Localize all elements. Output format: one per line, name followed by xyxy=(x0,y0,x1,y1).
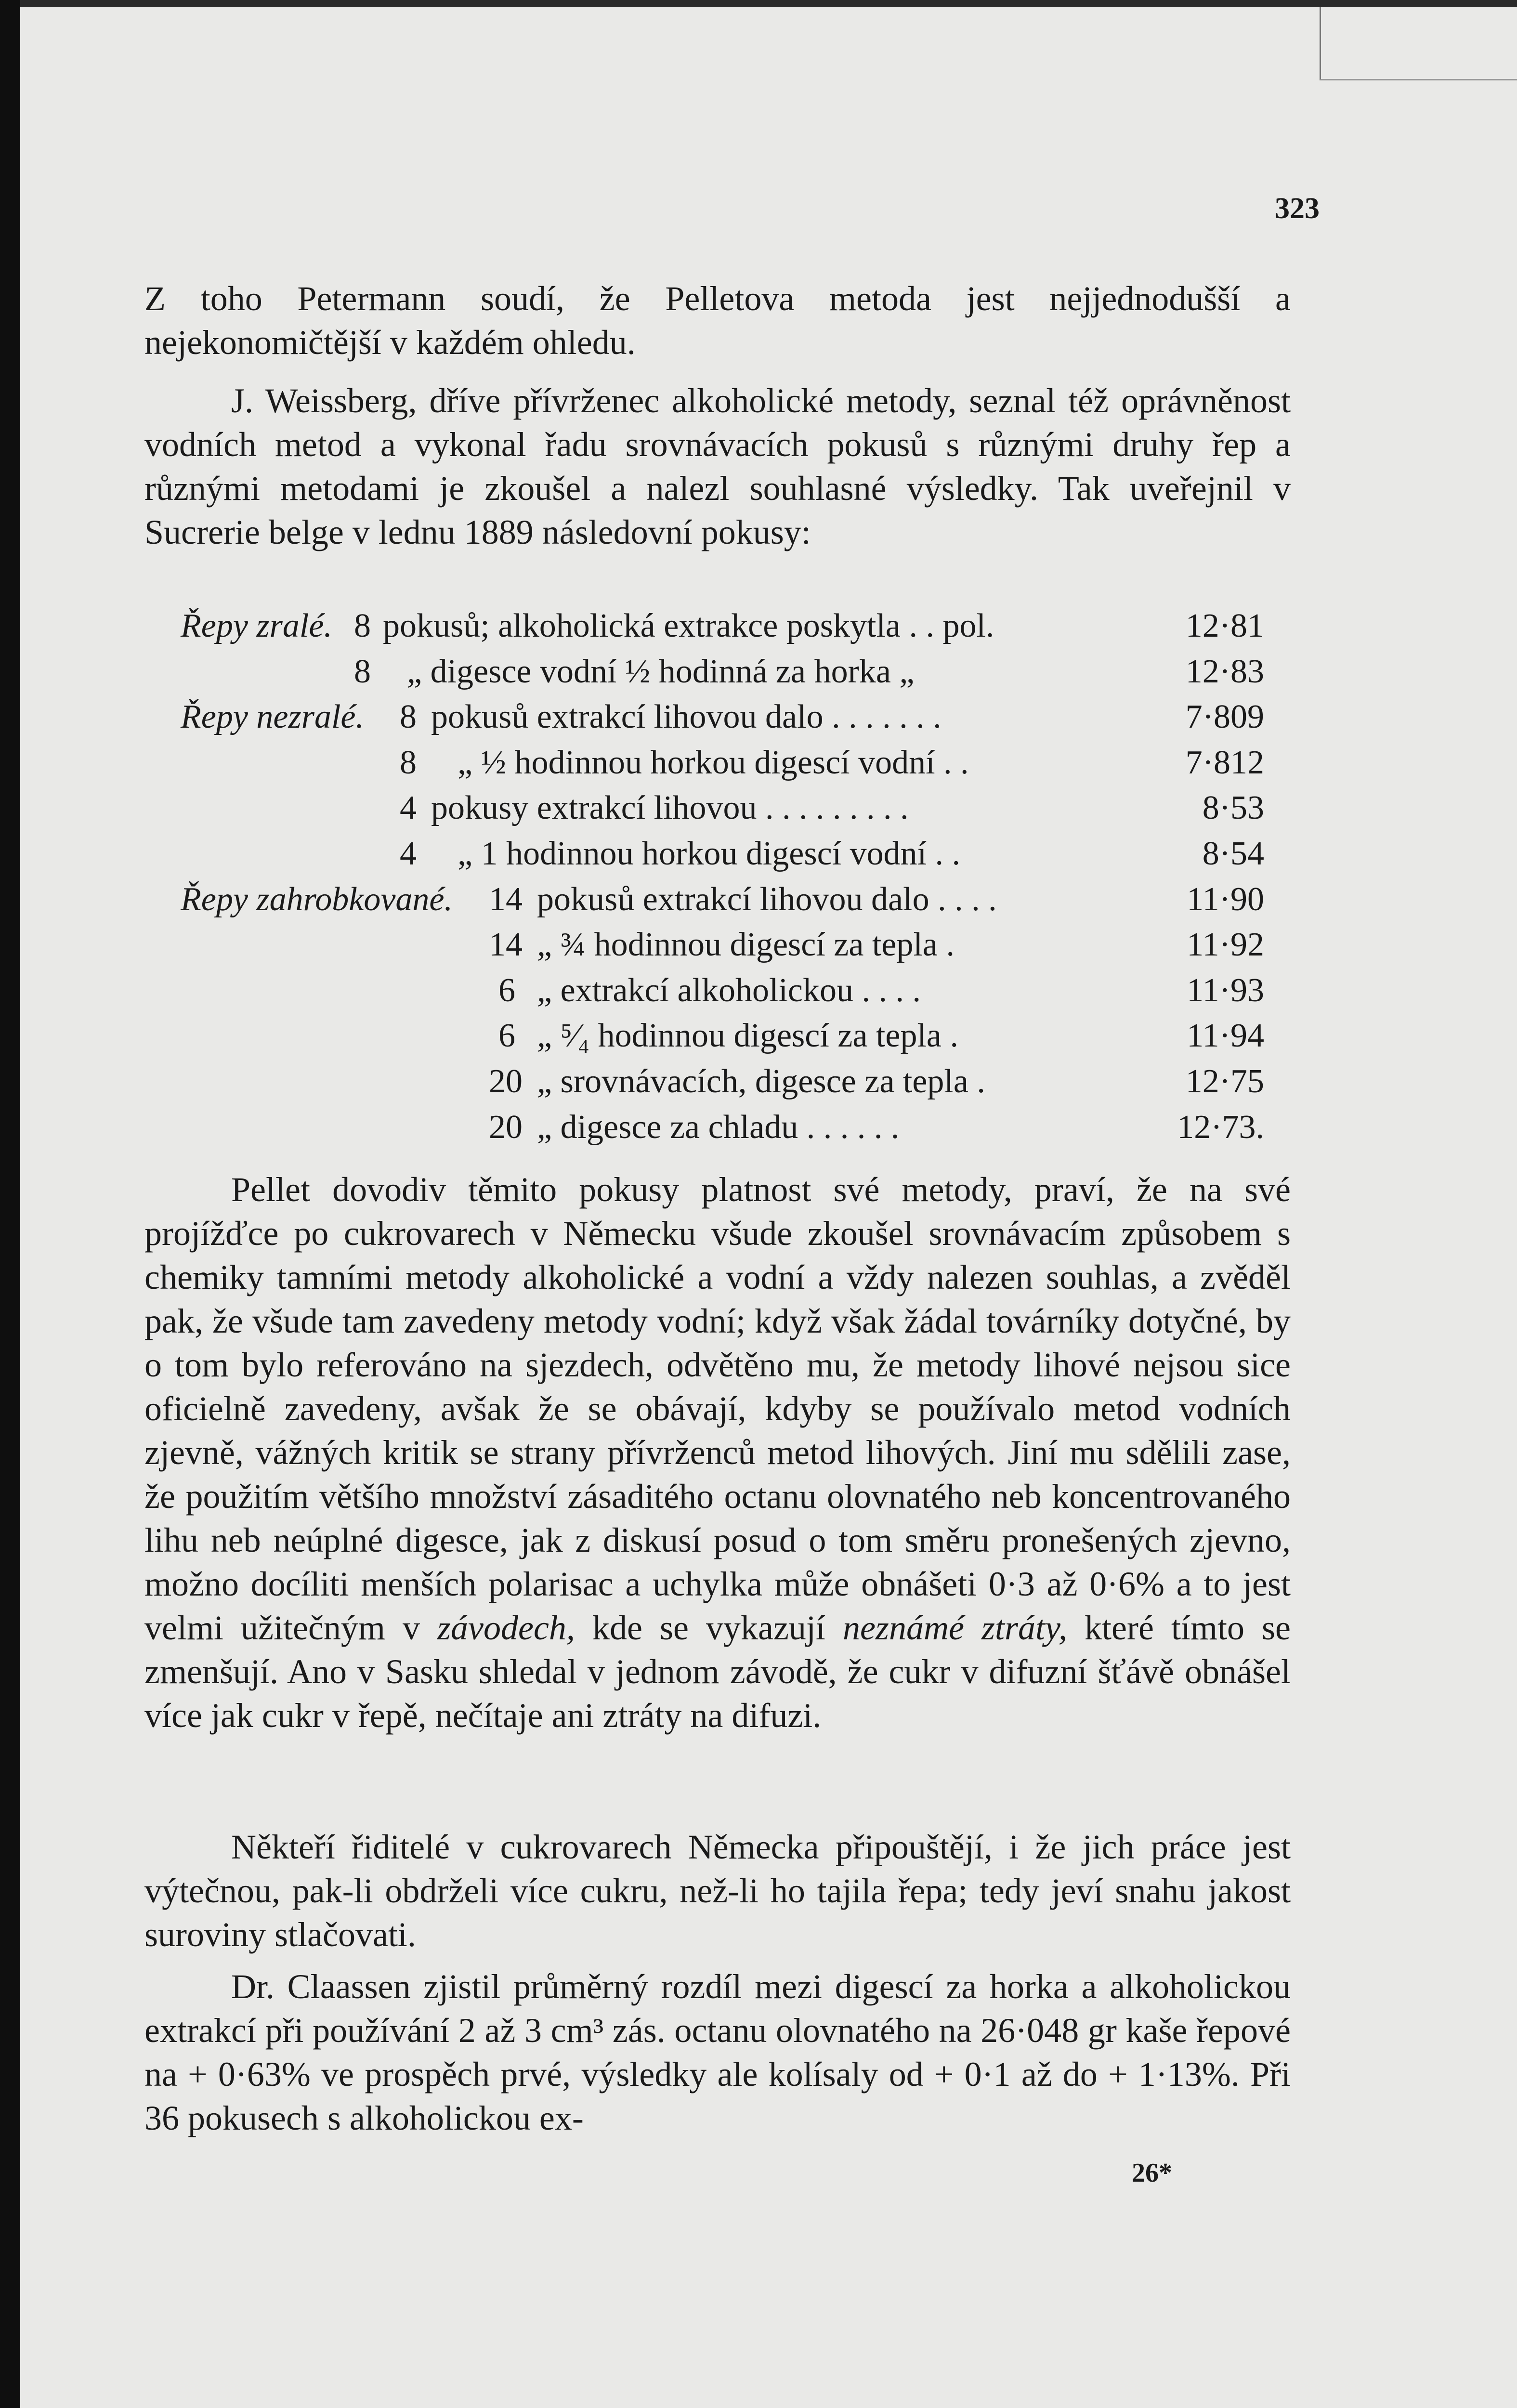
table-row xyxy=(181,1062,1264,1108)
table-row xyxy=(181,880,1264,926)
value-cell: 12·83 xyxy=(1185,653,1264,690)
value-cell: 8·53 xyxy=(1202,789,1264,827)
experiments-table xyxy=(181,607,1264,1153)
paragraph-text: Z toho Petermann soudí, že Pelletova metoda jest nejjednodušší a nejekonomičtější v každém ohledu. xyxy=(144,279,1291,362)
value-cell: 11·93 xyxy=(1187,971,1264,1009)
paragraph-weissberg xyxy=(144,379,1291,554)
count-cell: 8 xyxy=(354,607,371,644)
description-cell: „ ½ hodinnou horkou digescí vodní . . xyxy=(458,744,969,781)
table-row xyxy=(181,971,1264,1017)
table-row xyxy=(181,744,1264,789)
paragraph-claassen xyxy=(144,1965,1291,2140)
description-cell: „ srovnávacích, digesce za tepla . xyxy=(537,1062,985,1100)
table-row xyxy=(181,698,1264,744)
emphasis-text: závodech, xyxy=(437,1609,575,1647)
paragraph-segment: Pellet dovodiv těmito pokusy platnost své metody, praví, že na své projížďce po cukrovarech v Německu všude zkoušel srovnávacím způsobem s chemiky tamními metody alkoholické a vodní a vždy nalezen souhlas, a zvěděl pak, že všude tam zavedeny metody vodní; když však žádal továrníky dotyčné, by o tom bylo referováno na sjezdech, odvětěno mu, že metody lihové nejsou sice oficielně zavedeny, avšak že se obávají, kdyby se používalo metod vodních zjevně, vážných kritik se strany přívrženců metod lihových. Jiní mu sdělili zase, že použitím většího množství zásaditého octanu olovnatého neb koncentrovaného lihu neb neúplné digesce, jak z diskusí posud o tom směru pronešených zjevno, možno docíliti menších polarisac a uchylka může obnášeti 0·3 až 0·6% a to jest velmi užitečným v xyxy=(144,1170,1291,1647)
table-row xyxy=(181,789,1264,835)
count-cell: 8 xyxy=(400,698,417,736)
table-row xyxy=(181,926,1264,971)
paragraph-intro xyxy=(144,277,1291,365)
value-cell: 7·809 xyxy=(1185,698,1264,736)
description-cell: „ digesce vodní ½ hodinná za horka „ xyxy=(407,653,915,690)
value-cell: 11·92 xyxy=(1187,926,1264,964)
count-cell: 4 xyxy=(400,789,417,827)
count-cell: 20 xyxy=(489,1062,523,1100)
table-row xyxy=(181,1108,1264,1154)
paragraph-text: Dr. Claassen zjistil průměrný rozdíl mezi digescí za horka a alkoholickou extrakcí při používání 2 až 3 cm³ zás. octanu olovnatého na 26·048 gr kaše řepové na + 0·63% ve prospěch prvé, výsledky ale kolísaly od + 0·1 až do + 1·13%. Při 36 pokusech s alkoholickou ex- xyxy=(144,1967,1291,2137)
paragraph-pellet xyxy=(144,1168,1291,1738)
table-row xyxy=(181,653,1264,698)
page-number: 323 xyxy=(1275,192,1320,225)
value-cell: 11·90 xyxy=(1187,880,1264,918)
value-cell: 8·54 xyxy=(1202,835,1264,872)
description-cell: „ extrakcí alkoholickou . . . . xyxy=(537,971,921,1009)
description-cell: pokusů; alkoholická extrakce poskytla . . pol. xyxy=(383,607,994,644)
emphasis-text: neznámé ztráty, xyxy=(842,1609,1067,1647)
category-label: Řepy zahrobkované. xyxy=(181,880,453,918)
scan-corner-mark xyxy=(1320,7,1517,80)
paragraph-segment: kde se vykazují xyxy=(575,1609,843,1647)
count-cell: 20 xyxy=(489,1108,523,1146)
value-cell: 12·75 xyxy=(1185,1062,1264,1100)
category-label: Řepy nezralé. xyxy=(181,698,364,736)
scan-edge-top xyxy=(0,0,1517,7)
value-cell: 12·81 xyxy=(1185,607,1264,644)
description-cell: „ ¾ hodinnou digescí za tepla . xyxy=(537,926,955,964)
count-cell: 8 xyxy=(354,653,371,690)
description-cell: pokusů extrakcí lihovou dalo . . . . xyxy=(537,880,997,918)
table-row xyxy=(181,1017,1264,1062)
table-row xyxy=(181,607,1264,653)
description-cell: pokusů extrakcí lihovou dalo . . . . . . . xyxy=(431,698,942,736)
paragraph-segment: které tímto se zmenšují. Ano v Sasku shledal v jednom závodě, že cukr v difuzní šťávě obnášel více jak cukr v řepě, nečítaje ani ztráty na difuzi. xyxy=(144,1609,1291,1735)
count-cell: 14 xyxy=(489,926,523,964)
paragraph-text xyxy=(144,1168,1291,1738)
description-cell: „ digesce za chladu . . . . . . xyxy=(537,1108,900,1146)
count-cell: 6 xyxy=(498,1017,515,1055)
count-cell: 6 xyxy=(498,971,515,1009)
description-cell: „ 1 hodinnou horkou digescí vodní . . xyxy=(458,835,961,872)
category-label: Řepy zralé. xyxy=(181,607,332,644)
description-cell: „ ⁵⁄₄ hodinnou digescí za tepla . xyxy=(537,1017,958,1055)
paragraph-directors xyxy=(144,1825,1291,1957)
paragraph-text: J. Weissberg, dříve přívrženec alkoholické metody, seznal též oprávněnost vodních metod a vykonal řadu srovnávacích pokusů s různými druhy řep a různými metodami je zkoušel a nalezl souhlasné výsledky. Tak uveřejnil v Sucrerie belge v lednu 1889 následovní pokusy: xyxy=(144,381,1291,551)
count-cell: 14 xyxy=(489,880,523,918)
signature-mark: 26* xyxy=(1132,2158,1172,2188)
count-cell: 4 xyxy=(400,835,417,872)
value-cell: 12·73. xyxy=(1177,1108,1264,1146)
paragraph-text: Někteří řiditelé v cukrovarech Německa připouštějí, i že jich práce jest výtečnou, pak-li obdrželi více cukru, než-li ho tajila řepa; tedy jeví snahu jakost suroviny stlačovati. xyxy=(144,1828,1291,1954)
value-cell: 11·94 xyxy=(1187,1017,1264,1055)
table-row xyxy=(181,835,1264,880)
description-cell: pokusy extrakcí lihovou . . . . . . . . . xyxy=(431,789,909,827)
scan-edge-left xyxy=(0,0,20,2408)
value-cell: 7·812 xyxy=(1185,744,1264,781)
count-cell: 8 xyxy=(400,744,417,781)
